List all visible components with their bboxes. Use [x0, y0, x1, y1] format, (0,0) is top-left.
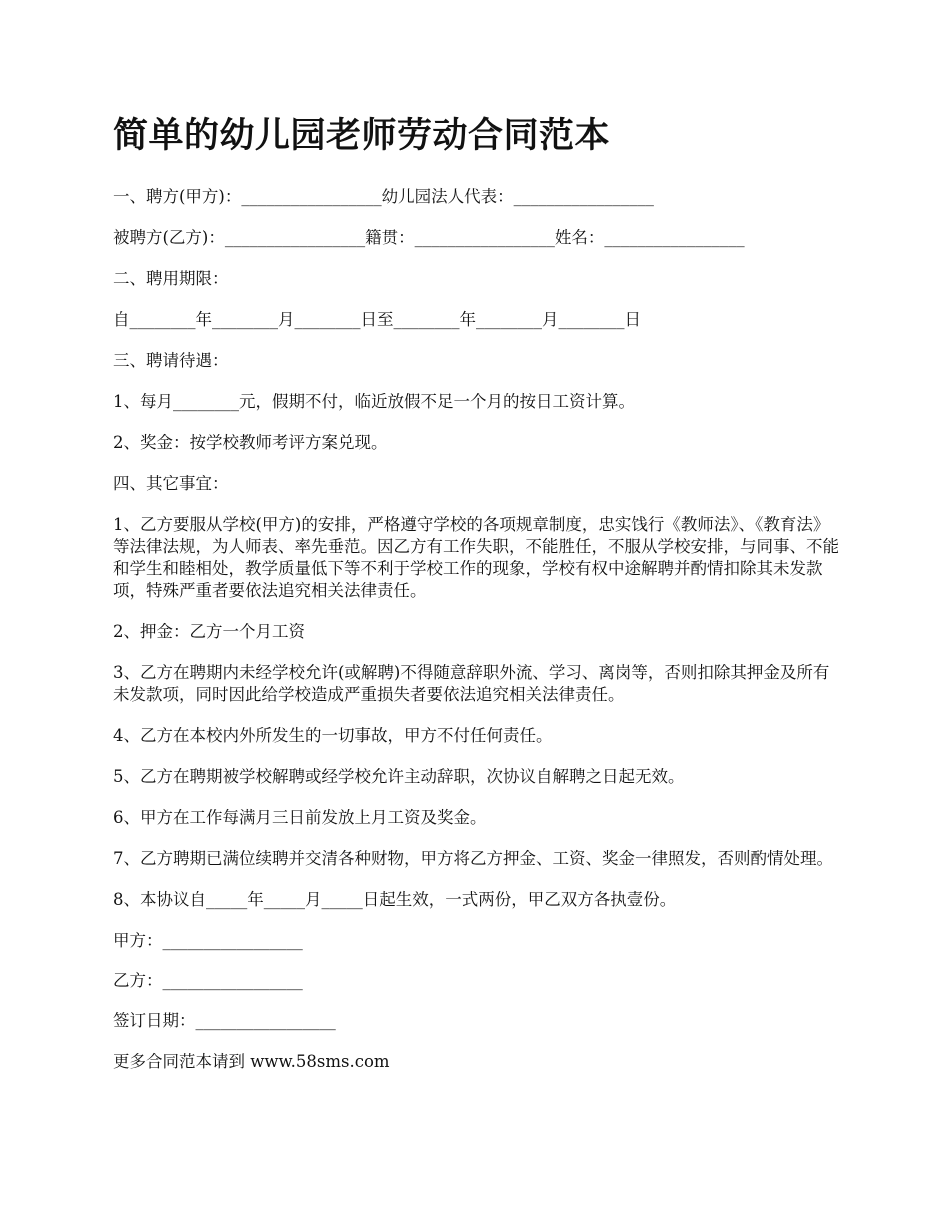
other-clause-7: 7、乙方聘期已满位续聘并交清各种财物，甲方将乙方押金、工资、奖金一律照发，否则酌情处理。 — [113, 849, 833, 868]
other-clause-1: 1、乙方要服从学校(甲方)的安排，严格遵守学校的各项规章制度，忠实饯行《教师法》、《教育法》等法律法规，为人师表、率先垂范。因乙方有工作失职，不能胜任，不服从学校安排，与同事、不能和学生和睦相处，教学质量低下等不利于学校工作的现象，学校有权中途解聘并酌情扣除其未发款项，特殊严重者要依法追究相关法律责任。 — [113, 515, 839, 600]
section-pay-heading: 三、聘请待遇： — [113, 351, 229, 370]
footer-note: 更多合同范本请到 www.58sms.com — [113, 1052, 390, 1071]
party-b-line: 被聘方(乙方)：_________________籍贯：_________________姓名：_________________ — [113, 228, 745, 247]
document-page — [113, 112, 839, 1073]
other-clause-4: 4、乙方在本校内外所发生的一切事故，甲方不付任何责任。 — [113, 726, 553, 745]
document-title: 简单的幼儿园老师劳动合同范本 — [113, 115, 611, 156]
other-clause-8: 8、本协议自_____年_____月_____日起生效，一式两份，甲乙双方各执壹份。 — [113, 890, 677, 909]
signing-date: 签订日期：_________________ — [113, 1011, 336, 1030]
pay-clause-2: 2、奖金：按学校教师考评方案兑现。 — [113, 433, 388, 452]
party-a-line: 一、聘方(甲方)：_________________幼儿园法人代表：_________________ — [113, 187, 654, 206]
term-dates-line: 自________年________月________日至________年________月________日 — [113, 310, 641, 329]
pay-clause-1: 1、每月________元，假期不付，临近放假不足一个月的按日工资计算。 — [113, 392, 635, 411]
other-clause-5: 5、乙方在聘期被学校解聘或经学校允许主动辞职，次协议自解聘之日起无效。 — [113, 767, 685, 786]
signature-party-b: 乙方：_________________ — [113, 971, 303, 990]
other-clause-2: 2、押金：乙方一个月工资 — [113, 622, 305, 641]
section-other-heading: 四、其它事宜： — [113, 474, 229, 493]
section-term-heading: 二、聘用期限： — [113, 269, 229, 288]
other-clause-3: 3、乙方在聘期内未经学校允许(或解聘)不得随意辞职外流、学习、离岗等，否则扣除其押金及所有未发款项，同时因此给学校造成严重损失者要依法追究相关法律责任。 — [113, 663, 830, 704]
signature-party-a: 甲方：_________________ — [113, 931, 303, 950]
other-clause-6: 6、甲方在工作每满月三日前发放上月工资及奖金。 — [113, 808, 487, 827]
